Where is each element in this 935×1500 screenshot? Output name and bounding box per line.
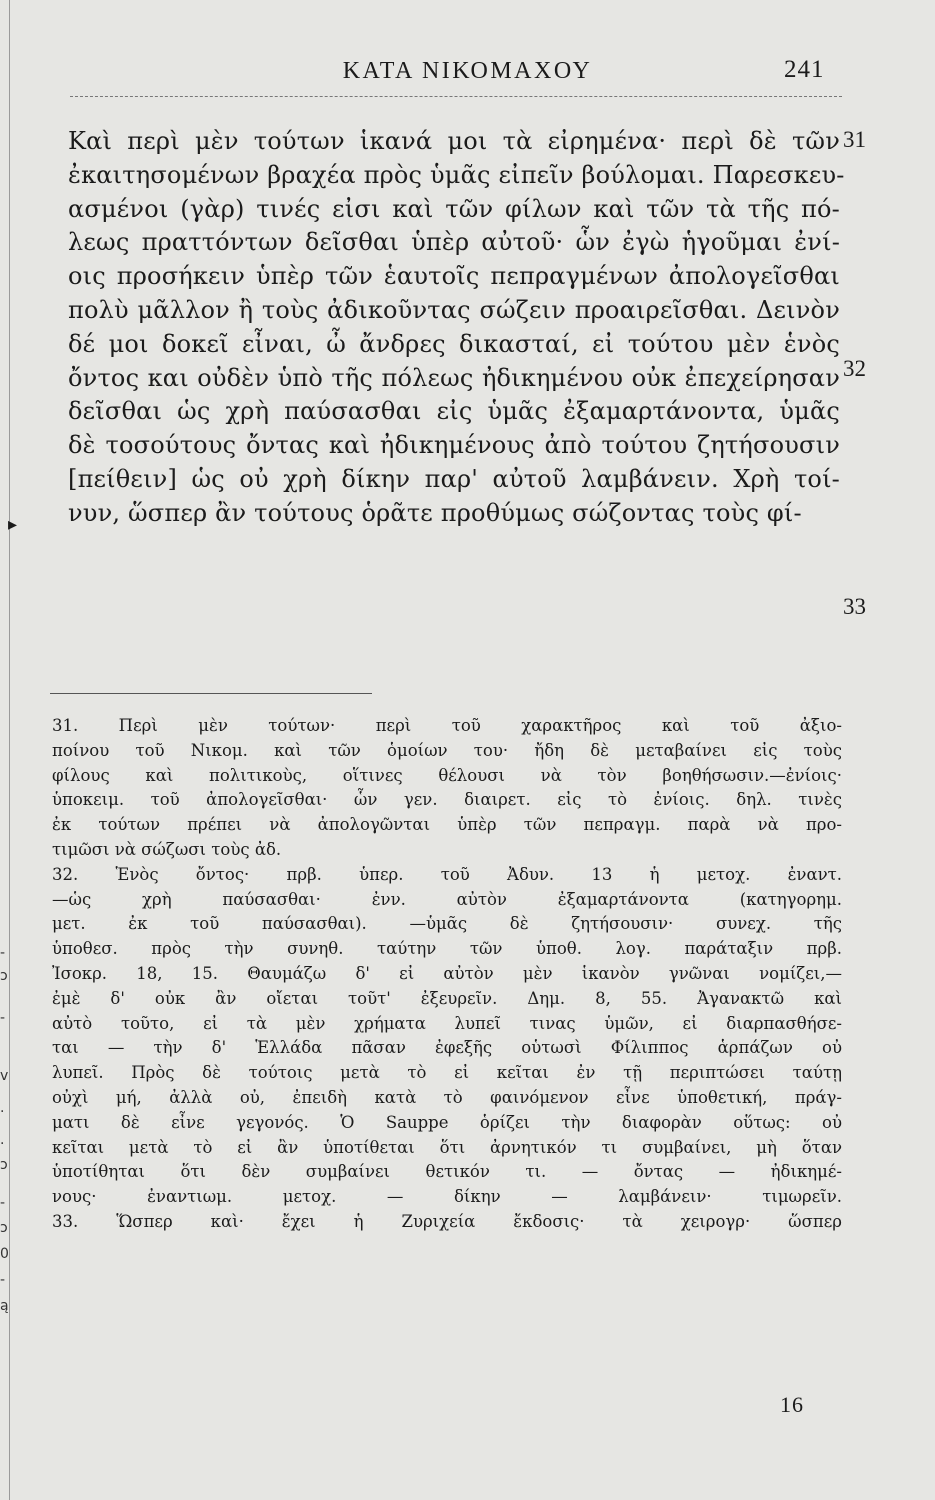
text-line: δὲ τοσούτους ὄντας καὶ ἠδικημένους ἀπὸ τούτου ζητήσουσιν <box>68 431 840 460</box>
margin-mark: - <box>0 945 6 961</box>
main-text <box>68 125 845 531</box>
text-line: οις προσήκειν ὑπὲρ τῶν ἑαυτοῖς πεπραγμένων ἀπολογεῖσθαι <box>68 262 840 291</box>
text-line: ἐκαιτησομένων βραχέα πρὸς ὑμᾶς εἰπεῖν βούλομαι. Παρεσκευ- <box>68 160 845 189</box>
note-line: ὑποθεσ. πρὸς τὴν συνηθ. ταύτην τῶν ὑποθ. λογ. παράταξιν πρβ. <box>52 939 842 959</box>
margin-arrow-mark: ▸ <box>8 514 18 535</box>
page-number: 241 <box>784 56 825 83</box>
margin-mark: - <box>0 1010 6 1026</box>
note-line: —ὡς χρὴ παύσασθαι· ἐνν. αὐτὸν ἐξαμαρτάνοντα (κατηγορημ. <box>52 889 842 909</box>
note-line: αὐτὸ τοῦτο, εἰ τὰ μὲν χρήματα λυπεῖ τινας ὑμῶν, εἰ διαρπασθήσε- <box>52 1013 842 1033</box>
text-line: νυν, ὥσπερ ἂν τούτους ὁρᾶτε προθύμως σώζοντας τοὺς φί- <box>68 498 802 527</box>
note-line: ματι δὲ εἶνε γεγονός. Ὁ Sauppe ὁρίζει τὴν διαφορὰν οὕτως: οὐ <box>52 1112 842 1132</box>
header-rule <box>70 96 842 97</box>
section-number: 31 <box>843 127 866 152</box>
text-line: [πείθειν] ὡς οὐ χρὴ δίκην παρ' αὐτοῦ λαμβάνειν. Χρὴ τοί- <box>68 464 840 493</box>
margin-mark: v <box>0 1068 9 1084</box>
commentary-notes <box>52 714 842 1235</box>
note-line: 31. Περὶ μὲν τούτων· περὶ τοῦ χαρακτῆρος καὶ τοῦ ἀξιο- <box>52 716 842 735</box>
margin-mark: 0 <box>0 1246 9 1262</box>
page-header <box>0 52 935 92</box>
margin-mark: - <box>0 1272 6 1288</box>
footnote-rule <box>50 693 372 694</box>
text-line: δεῖσθαι ὡς χρὴ παύσασθαι εἰς ὑμᾶς ἐξαμαρτάνοντα, ὑμᾶς <box>68 397 840 426</box>
signature-mark: 16 <box>780 1392 804 1417</box>
left-margin-bleed <box>0 0 20 1500</box>
note-line: μετ. ἐκ τοῦ παύσασθαι). —ὑμᾶς δὲ ζητήσουσιν· συνεχ. τῆς <box>52 914 842 934</box>
margin-mark: ɔ <box>0 1157 8 1173</box>
note-line: λυπεῖ. Πρὸς δὲ τούτοις μετὰ τὸ εἰ κεῖται ἐν τῇ περιπτώσει ταύτῃ <box>52 1063 842 1083</box>
margin-mark: - <box>0 1195 6 1211</box>
text-line: Καὶ περὶ μὲν τούτων ἱκανά μοι τὰ εἰρημένα· περὶ δὲ τῶν <box>68 127 840 155</box>
note-line: φίλους καὶ πολιτικοὺς, οἵτινες θέλουσι νὰ τὸν βοηθήσωσιν.—ἐνίοις· <box>52 765 842 785</box>
note-line: τιμῶσι νὰ σώζωσι τοὺς ἀδ. <box>52 839 282 859</box>
text-line: ασμένοι (γὰρ) τινές εἰσι καὶ τῶν φίλων καὶ τῶν τὰ τῆς πό- <box>68 194 840 223</box>
note-line: ἐκ τούτων πρέπει νὰ ἀπολογῶνται ὑπὲρ τῶν πεπραγμ. παρὰ νὰ προ- <box>52 815 842 835</box>
margin-mark: ɔ <box>0 968 8 984</box>
note-line: 32. Ἑνὸς ὄντος· πρβ. ὑπερ. τοῦ Ἀδυν. 13 ἡ μετοχ. ἐναντ. <box>52 864 842 884</box>
note-line: ἐμὲ δ' οὐκ ἂν οἴεται τοῦτ' ἐξευρεῖν. Δημ. 8, 55. Ἀγανακτῶ καὶ <box>52 988 842 1008</box>
text-line: δέ μοι δοκεῖ εἶναι, ὦ ἄνδρες δικασταί, εἰ τούτου μὲν ἑνὸς <box>68 329 840 358</box>
text-line: λεως πραττόντων δεῖσθαι ὑπὲρ αὐτοῦ· ὧν ἐγὼ ἡγοῦμαι ἐνί- <box>68 228 840 257</box>
margin-mark: ą <box>0 1298 9 1314</box>
text-line: πολὺ μᾶλλον ἢ τοὺς ἀδικοῦντας σώζειν προαιρεῖσθαι. Δεινὸν <box>68 295 840 324</box>
note-line: Ἰσοκρ. 18, 15. Θαυμάζω δ' εἰ αὐτὸν μὲν ἱκανὸν γνῶναι νομίζει,— <box>52 963 842 983</box>
note-line: ὑποκειμ. τοῦ ἀπολογεῖσθαι· ὧν γεν. διαιρετ. εἰς τὸ ἐνίοις. δηλ. τινὲς <box>52 790 842 810</box>
note-line: ποίνου τοῦ Νικομ. καὶ τῶν ὁμοίων του· ἤδη δὲ μεταβαίνει εἰς τοὺς <box>52 740 842 760</box>
margin-mark: . <box>0 1100 5 1116</box>
section-number: 32 <box>843 356 866 381</box>
section-number: 33 <box>843 594 866 619</box>
note-line: ται — τὴν δ' Ἑλλάδα πᾶσαν ἐφεξῆς οὑτωσὶ Φίλιππος ἁρπάζων οὐ <box>52 1038 842 1058</box>
note-line: 33. Ὥσπερ καὶ· ἔχει ἡ Ζυριχεία ἔκδοσις· τὰ χειρογρ· ὥσπερ <box>52 1211 842 1231</box>
margin-mark: . <box>0 1132 5 1148</box>
running-title: ΚΑΤΑ ΝΙΚΟΜΑΧΟΥ <box>342 58 593 84</box>
text-line: ὄντος και οὐδὲν ὑπὸ τῆς πόλεως ἠδικημένου οὐκ ἐπεχείρησαν <box>68 363 840 392</box>
note-line: ὑποτίθηται ὅτι δὲν συμβαίνει θετικόν τι. — ὄντας — ἠδικημέ- <box>52 1162 842 1182</box>
margin-mark: ɔ <box>0 1220 8 1236</box>
note-line: κεῖται μετὰ τὸ εἰ ἂν ὑποτίθεται ὅτι ἀρνητικόν τι συμβαίνει, μὴ ὅταν <box>52 1137 842 1157</box>
note-line: οὐχὶ μή, ἀλλὰ οὐ, ἐπειδὴ κατὰ τὸ φαινόμενον εἶνε ὑποθετική, πράγ- <box>52 1087 842 1107</box>
note-line: νους· ἐναντιωμ. μετοχ. — δίκην — λαμβάνειν· τιμωρεῖν. <box>52 1187 842 1207</box>
